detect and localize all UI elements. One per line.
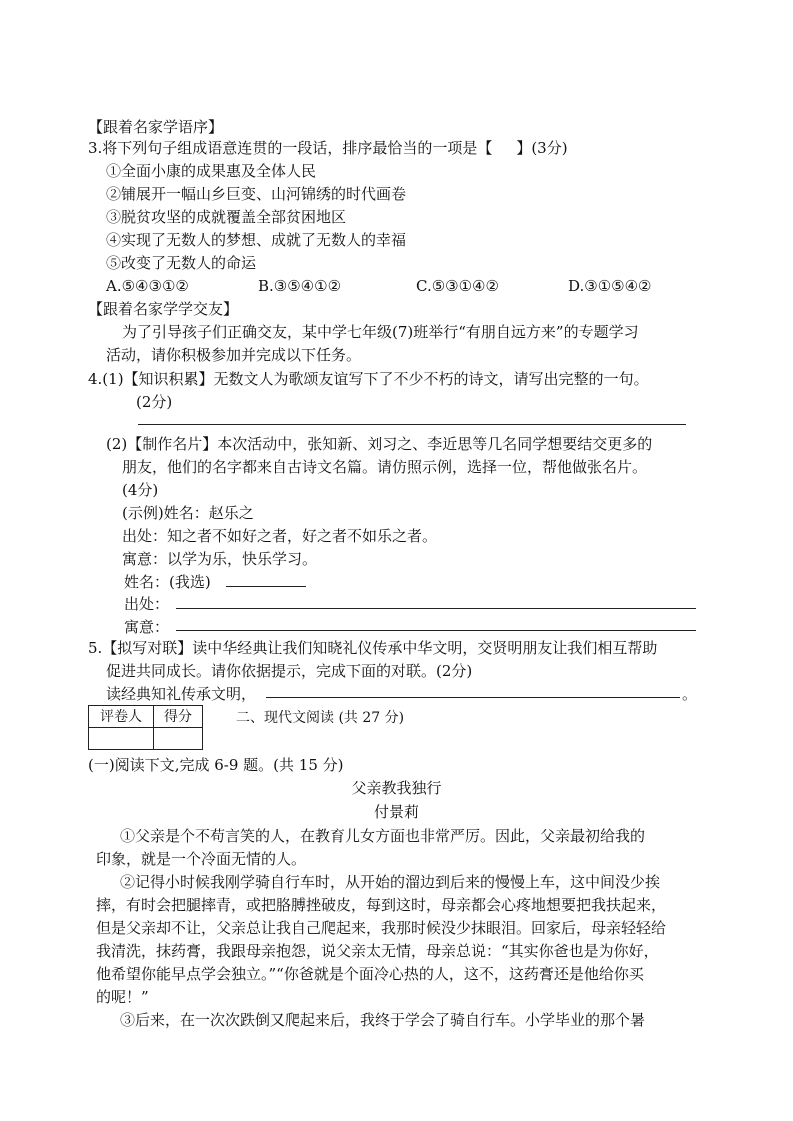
q3-item-1: ①全面小康的成果惠及全体人民 [106,162,317,180]
q4-part2-prompt-1: (2)【制作名片】本次活动中，张知新、刘习之、李近思等几名同学想要结交更多的 [106,435,653,453]
source-answer-line[interactable] [176,608,696,609]
example-name: (示例)姓名：赵乐之 [122,504,254,522]
q3-item-4: ④实现了无数人的梦想、成就了无数人的幸福 [106,231,407,249]
q3-stem [88,138,568,158]
blank-meaning-label: 寓意： [124,618,170,636]
couplet-answer-line[interactable] [266,697,680,698]
q4-part2-score: (4分) [122,481,159,499]
couplet-prefix: 读经典知礼传承文明， [106,685,257,703]
grader-cell[interactable] [89,728,154,750]
example-source: 出处：知之者不如好之者，好之者不如乐之者。 [122,527,438,545]
paragraph-2-line-5: 他希望你能早点学会独立。”“你爸就是个面冷心热的人，这不，这药膏还是他给你买 [96,965,644,983]
paragraph-1-line-1: ①父亲是个不苟言笑的人，在教育儿女方面也非常严厉。因此，父亲最初给我的 [120,827,646,845]
example-meaning: 寓意：以学为乐，快乐学习。 [122,550,318,568]
q3-item-2: ②铺展开一幅山乡巨变、山河锦绣的时代画卷 [106,185,407,203]
meaning-answer-line[interactable] [176,630,696,631]
q5-prompt-2: 促进共同成长。请你依据提示，完成下面的对联。(2分) [106,662,473,680]
q4-part1-prompt: 4.(1)【知识积累】无数文人为歌颂友谊写下了不少不朽的诗文，请写出完整的一句。 [88,370,649,388]
intro-line-2: 活动，请你积极参加并完成以下任务。 [106,346,362,364]
q3-option-c[interactable]: C.⑤③①④② [416,277,499,295]
q3-option-b[interactable]: B.③⑤④①② [258,277,342,295]
blank-name-label: 姓名：(我选) [124,573,211,591]
section-header-word-order: 【跟着名家学语序】 [88,118,224,136]
passage-title: 父亲教我独行 [351,779,442,797]
paragraph-2-line-6: 的呢！” [96,988,149,1006]
score-cell[interactable] [154,728,203,750]
intro-line-1: 为了引导孩子们正确交友，某中学七年级(7)班举行“有朋自远方来”的专题学习 [122,323,639,341]
q3-item-5: ⑤改变了无数人的命运 [106,254,257,272]
paragraph-2-line-3: 但是父亲却不让，父亲总让我自己爬起来，我那时候没少抹眼泪。回家后，母亲轻轻给 [96,919,667,937]
q4-part1-score: (2分) [136,393,173,411]
q4-part1-answer-line[interactable] [138,424,686,425]
section-2-title: 二、现代文阅读 (共 27 分) [236,710,405,726]
q4-part2-prompt-2: 朋友，他们的名字都来自古诗文名篇。请仿照示例，选择一位，帮他做张名片。 [122,458,648,476]
paragraph-2-line-2: 摔，有时会把腿摔青，或把胳膊挫破皮，每到这时，母亲都会心疼地想要把我扶起来， [96,896,667,914]
grader-header: 评卷人 [89,706,154,728]
q3-option-d[interactable]: D.③①⑤④② [568,277,652,295]
passage-instruction: (一)阅读下文,完成 6-9 题。(共 15 分) [88,756,344,774]
blank-source-label: 出处： [124,595,170,613]
couplet-end: 。 [682,685,698,703]
section-header-friendship: 【跟着名家学学交友】 [88,300,239,318]
paragraph-2-line-4: 我清洗，抹药膏，我跟母亲抱怨，说父亲太无情，母亲总说：“其实你爸也是为你好， [96,942,659,960]
q3-stem-text: 3.将下列句子组成语意连贯的一段话，排序最恰当的一项是【 [88,139,493,157]
q3-score: 】(3分) [516,139,568,157]
paragraph-2-line-1: ②记得小时候我刚学骑自行车时，从开始的溜边到后来的慢慢上车，这中间没少挨 [120,873,661,891]
q3-option-a[interactable]: A.⑤④③①② [106,277,189,295]
name-answer-line[interactable] [226,586,306,587]
paragraph-3-line-1: ③后来，在一次次跌倒又爬起来后，我终于学会了骑自行车。小学毕业的那个暑 [120,1011,646,1029]
paragraph-1-line-2: 印象，就是一个冷面无情的人。 [96,850,307,868]
passage-author: 付景莉 [373,803,419,821]
score-table [88,705,203,750]
q3-item-3: ③脱贫攻坚的成就覆盖全部贫困地区 [106,208,347,226]
score-header: 得分 [154,706,203,728]
q5-prompt-1: 5.【拟写对联】读中华经典让我们知晓礼仪传承中华文明，交贤明朋友让我们相互帮助 [88,639,658,657]
